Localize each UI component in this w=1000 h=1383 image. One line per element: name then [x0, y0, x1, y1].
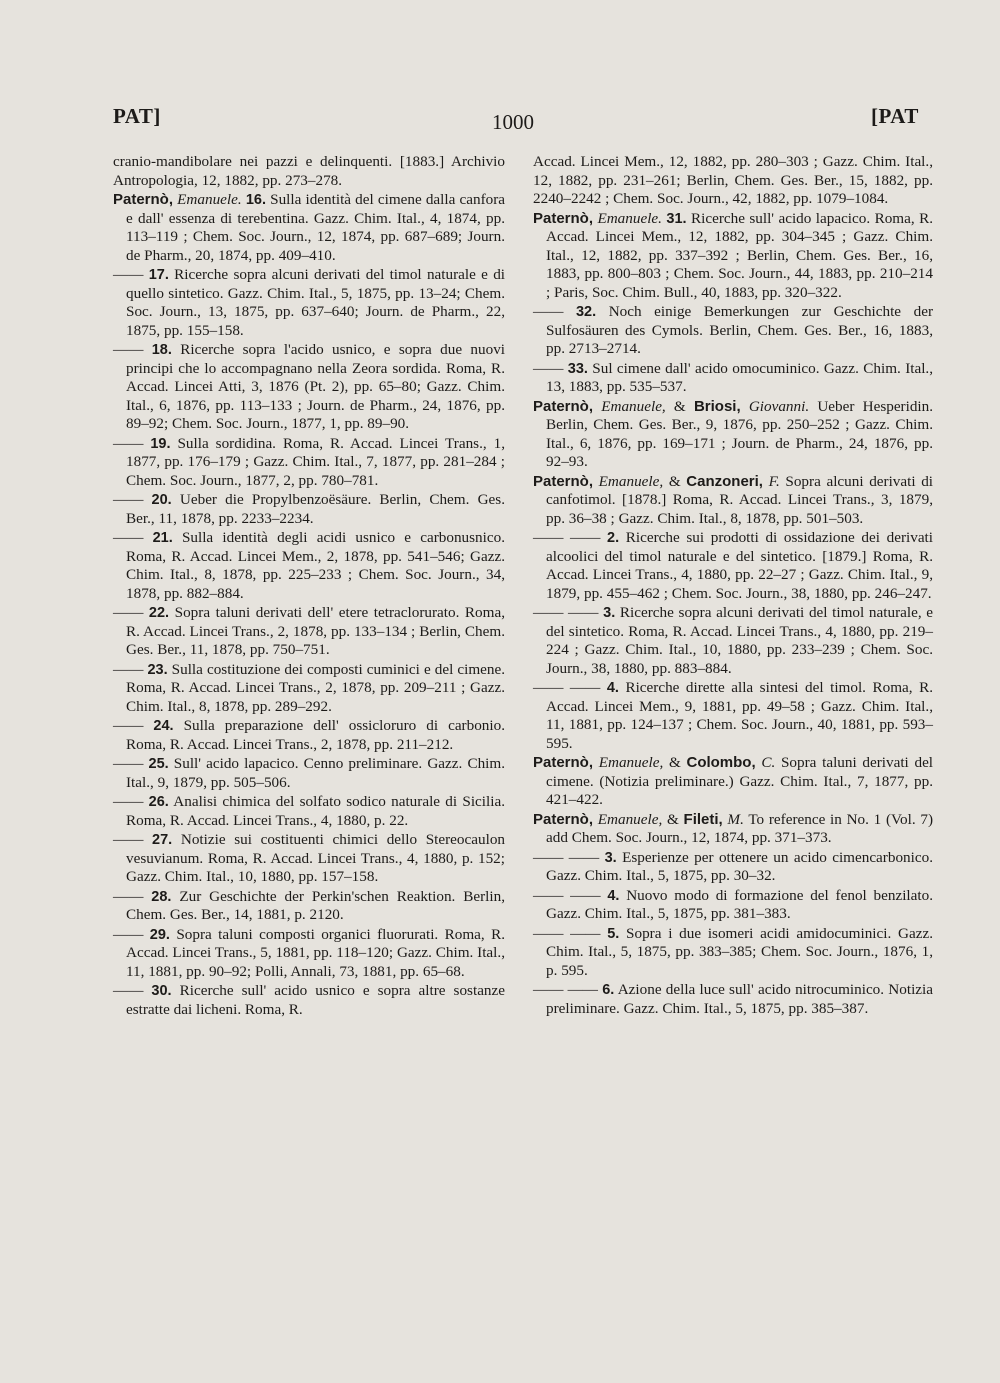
bibliography-entry — [533, 360, 933, 397]
entry-number: 5. — [607, 925, 620, 942]
entry-text: Ueber Hesperidin. Berlin, Chem. Ges. Ber., 9, 1876, pp. 250–252 ; Gazz. Chim. Ital., 6, 1876, pp. 169–171 ; Journ. de Pharm., 24, 1876, pp. 92–93. — [546, 397, 934, 470]
entry-number: 19. — [150, 435, 171, 452]
entry-number: 3. — [603, 605, 616, 621]
bibliography-entry — [113, 266, 505, 340]
ditto-dash: —— — [113, 887, 144, 905]
entry-text: Accad. Lincei Mem., 12, 1882, pp. 280–303 ; Gazz. Chim. Ital., 12, 1882, pp. 231–261; Berlin, Chem. Ges. Ber., 15, 1882, pp. 2240–2242 ; Chem. Soc. Journ., 42, 1882, pp. 1079–1084. — [533, 153, 933, 207]
entry-number: 4. — [606, 680, 619, 696]
entry-number: 24. — [153, 718, 174, 734]
coauthor-surname: Briosi, — [693, 397, 741, 415]
ditto-dash: —— —— — [533, 604, 599, 621]
entry-text: Notizie sui costituenti chimici dello Stereocaulon vesuvianum. Roma, R. Accad. Lincei Trans., 4, 1880, p. 152; Gazz. Chim. Ital., 10, 1880, pp. 157–158. — [126, 831, 506, 885]
bibliography-entry — [533, 210, 933, 303]
entry-text: Ricerche sopra alcuni derivati del timol naturale, e del sintetico. Roma, R. Accad. Lincei Trans., 4, 1880, pp. 219–224 ; Gazz. Chim. Ital., 10, 1880, pp. 233–239 ; Chem. Soc. Journ., 38, 1880, pp. 883–884. — [546, 604, 934, 677]
ditto-dash: —— — [113, 660, 144, 678]
entry-number: 26. — [148, 794, 169, 810]
entry-text: Sulla costituzione dei composti cuminici e del cimene. Roma, R. Accad. Lincei Trans., 2, 1878, pp. 209–211 ; Gazz. Chim. Ital., 8, 1878, pp. 289–292. — [126, 660, 506, 715]
entry-number: 23. — [147, 661, 168, 678]
entry-text: Sopra taluni derivati del cimene. (Notizia preliminare.) Gazz. Chim. Ital., 7, 1877, pp. 421–422. — [546, 754, 934, 808]
ditto-dash: —— — [113, 529, 144, 546]
entry-text: Ueber die Propylbenzoësäure. Berlin, Chem. Ges. Ber., 11, 1878, pp. 2233–2234. — [126, 491, 505, 527]
coauthor-surname: Canzoneri, — [686, 472, 763, 490]
entry-number: 31. — [666, 210, 687, 227]
bibliography-entry — [533, 887, 933, 924]
author-given-name: Emanuele, — [598, 472, 664, 490]
entry-text: Sul cimene dall' acido omocuminico. Gazz. Chim. Ital., 13, 1883, pp. 535–537. — [546, 359, 934, 395]
author-surname: Paternò, — [533, 810, 594, 828]
bibliography-entry — [533, 754, 933, 810]
ditto-dash: —— — [533, 303, 564, 320]
entry-number: 28. — [151, 888, 172, 905]
bibliography-entry — [113, 717, 505, 754]
entry-number: 21. — [152, 530, 173, 546]
entry-text: Sopra taluni composti organici fluorurati. Roma, R. Accad. Lincei Trans., 5, 1881, pp. 118–120; Gazz. Chim. Ital., 11, 1881, pp. 90–92; Polli, Annali, 73, 1881, pp. 65–68. — [126, 925, 506, 980]
ampersand: & — [673, 397, 686, 415]
entry-text: Sulla identità del cimene dalla canfora e dall' essenza di terebentina. Gazz. Chim. Ital., 4, 1874, pp. 113–119 ; Chem. Soc. Journ., 12, 1874, pp. 687–689; Journ. de Pharm., 20, 1874, pp. 409–410. — [126, 191, 506, 264]
author-surname: Paternò, — [533, 209, 594, 227]
page-number: 1000 — [492, 110, 534, 134]
entry-number: 22. — [148, 605, 170, 621]
bibliography-entry — [533, 473, 933, 529]
entry-number: 30. — [151, 983, 172, 999]
bibliography-entry — [533, 153, 933, 209]
entry-text: Sull' acido lapacico. Cenno preliminare. Gazz. Chim. Ital., 9, 1879, pp. 505–506. — [126, 755, 506, 791]
ditto-dash: —— —— — [533, 529, 601, 546]
bibliography-entry — [533, 679, 933, 753]
bibliography-entry — [533, 925, 933, 981]
coauthor-given-name: Giovanni. — [748, 397, 810, 415]
entry-text: cranio-mandibolare nei pazzi e delinquenti. [1883.] Archivio Antropologia, 12, 1882, pp. 273–278. — [113, 153, 505, 189]
ditto-dash: —— — [113, 793, 144, 810]
bibliography-entry — [113, 341, 505, 434]
entry-text: Ricerche sull' acido usnico e sopra altre sostanze estratte dai licheni. Roma, R. — [126, 982, 506, 1018]
entry-number: 20. — [151, 492, 172, 508]
bibliography-entry — [113, 491, 505, 528]
bibliography-entry — [113, 888, 505, 925]
bibliography-entry — [533, 811, 933, 848]
entry-number: 16. — [245, 192, 266, 208]
ditto-dash: —— —— — [533, 679, 601, 696]
entry-text: Sulla identità degli acidi usnico e carbonusnico. Roma, R. Accad. Lincei Mem., 2, 1878, pp. 541–546; Gazz. Chim. Ital., 8, 1878, pp. 225–233 ; Chem. Soc. Journ., 34, 1878, pp. 882–884. — [126, 529, 505, 602]
entry-text: Sopra i due isomeri acidi amidocuminici. Gazz. Chim. Ital., 5, 1875, pp. 383–385; Chem. Soc. Journ., 1876, 1, p. 595. — [546, 924, 933, 979]
entry-text: To reference in No. 1 (Vol. 7) add Chem. Soc. Journ., 12, 1874, pp. 371–373. — [546, 810, 934, 846]
entry-text: Noch einige Bemerkungen zur Geschichte der Sulfosäuren des Cymols. Berlin, Chem. Ges. Ber., 16, 1883, pp. 2713–2714. — [546, 303, 934, 357]
entry-number: 18. — [151, 342, 172, 358]
bibliography-entry — [113, 755, 505, 792]
bibliography-entry — [533, 398, 933, 472]
author-surname: Paternò, — [533, 397, 594, 415]
entry-number: 25. — [148, 756, 169, 772]
ditto-dash: —— — [113, 717, 144, 734]
bibliography-entry — [533, 303, 933, 359]
entry-number: 6. — [602, 982, 615, 998]
author-given-name: Emanuele. — [597, 209, 662, 227]
coauthor-surname: Fileti, — [683, 810, 723, 828]
bibliography-entry — [113, 191, 505, 265]
ditto-dash: —— — [113, 982, 144, 999]
bibliography-entry — [113, 831, 505, 887]
bibliography-entry — [113, 153, 505, 190]
entry-text: Azione della luce sull' acido nitrocuminico. Notizia preliminare. Gazz. Chim. Ital., 5, 1875, pp. 385–387. — [546, 981, 934, 1017]
entry-number: 3. — [604, 849, 617, 866]
ditto-dash: —— — [533, 359, 564, 377]
entry-text: Sulla preparazione dell' ossicloruro di carbonio. Roma, R. Accad. Lincei Trans., 2, 1878, pp. 211–212. — [126, 717, 506, 753]
bibliography-entry — [113, 604, 505, 660]
ditto-dash: —— — [113, 266, 144, 283]
ditto-dash: —— — [113, 434, 144, 452]
entry-number: 17. — [148, 267, 169, 283]
entry-text: Sopra alcuni derivati di canfotimol. [1878.] Roma, R. Accad. Lincei Trans., 3, 1879, pp. 36–38 ; Gazz. Chim. Ital., 8, 1878, pp. 501–503. — [546, 472, 934, 527]
entry-number: 33. — [567, 360, 588, 377]
bibliography-entry — [533, 529, 933, 603]
ditto-dash: —— — [113, 491, 144, 508]
author-given-name: Emanuele. — [177, 191, 242, 208]
bibliography-entry — [113, 661, 505, 717]
left-column — [113, 153, 505, 1019]
bibliography-entry — [533, 604, 933, 678]
entry-text: Ricerche sull' acido lapacico. Roma, R. Accad. Lincei Mem., 12, 1882, pp. 304–345 ; Gazz. Chim. Ital., 12, 1882, pp. 337–392 ; Berlin, Chem. Ges. Ber., 16, 1883, pp. 800–803 ; Chem. Soc. Journ., 44, 1883, pp. 210–214 ; Paris, Soc. Chim. Bull., 40, 1883, pp. 320–322. — [546, 209, 933, 301]
author-given-name: Emanuele, — [598, 754, 664, 771]
entry-text: Ricerche dirette alla sintesi del timol. Roma, R. Accad. Lincei Mem., 9, 1881, pp. 49–58 ; Gazz. Chim. Ital., 11, 1881, pp. 124–137 ; Chem. Soc. Journ., 40, 1881, pp. 593–595. — [546, 679, 934, 752]
ditto-dash: —— —— — [533, 848, 600, 866]
author-given-name: Emanuele, — [597, 810, 663, 828]
bibliography-entry — [113, 982, 505, 1019]
bibliography-entry — [113, 926, 505, 982]
bibliography-entry — [533, 981, 933, 1018]
ditto-dash: —— —— — [533, 924, 601, 942]
author-surname: Paternò, — [113, 191, 174, 208]
entry-text: Ricerche sopra alcuni derivati del timol naturale e di quello sintetico. Gazz. Chim. Ital., 5, 1875, pp. 13–24; Chem. Soc. Journ., 13, 1875, pp. 637–640; Journ. de Pharm., 22, 1875, pp. 155–158. — [126, 266, 506, 339]
bibliography-entry — [113, 529, 505, 603]
entry-text: Sopra taluni derivati dell' etere tetraclorurato. Roma, R. Accad. Lincei Trans., 2, 1878, pp. 133–134 ; Berlin, Chem. Ges. Ber., 11, 1878, pp. 750–751. — [126, 604, 505, 658]
author-surname: Paternò, — [533, 754, 594, 771]
ditto-dash: —— — [113, 341, 144, 358]
entry-number: 4. — [607, 887, 620, 904]
entry-text: Ricerche sui prodotti di ossidazione dei derivati alcoolici del timol naturale e del sintetico. [1879.] Roma, R. Accad. Lincei Trans., 4, 1880, pp. 22–27 ; Gazz. Chim. Ital., 9, 1879, pp. 455–462 ; Chem. Soc. Journ., 38, 1880, pp. 246–247. — [546, 529, 933, 602]
entry-text: Ricerche sopra l'acido usnico, e sopra due nuovi principi che lo accompagnano nella Zeora sordida. Roma, R. Accad. Lincei Atti, 3, 1876 (Pt. 2), pp. 65–80; Gazz. Chim. Ital., 6, 1876, pp. 113–133 ; Journ. de Pharm., 24, 1876, pp. 89–92; Chem. Soc. Journ., 1877, 1, pp. 89–90. — [126, 341, 506, 432]
running-head-right: [PAT — [871, 104, 919, 128]
coauthor-given-name: C. — [761, 754, 776, 771]
ditto-dash: —— — [113, 831, 144, 848]
bibliography-entry — [533, 849, 933, 886]
ampersand: & — [666, 810, 679, 828]
ditto-dash: —— — [113, 925, 144, 943]
ditto-dash: —— —— — [533, 981, 598, 998]
coauthor-given-name: F. — [768, 472, 780, 490]
entry-text: Analisi chimica del solfato sodico naturale di Sicilia. Roma, R. Accad. Lincei Trans., 4, 1880, p. 22. — [126, 793, 505, 829]
bibliography-entry — [113, 435, 505, 491]
coauthor-surname: Colombo, — [686, 754, 756, 771]
right-column — [533, 153, 933, 1018]
ditto-dash: —— — [113, 604, 144, 621]
entry-number: 32. — [575, 304, 597, 320]
coauthor-given-name: M. — [727, 810, 744, 828]
entry-number: 29. — [149, 926, 170, 943]
entry-number: 27. — [152, 832, 173, 848]
ampersand: & — [668, 754, 681, 771]
entry-text: Esperienze per ottenere un acido cimencarbonico. Gazz. Chim. Ital., 5, 1875, pp. 30–32. — [546, 848, 933, 884]
entry-text: Sulla sordidina. Roma, R. Accad. Lincei Trans., 1, 1877, pp. 176–179 ; Gazz. Chim. Ital., 7, 1877, pp. 281–284 ; Chem. Soc. Journ., 1877, 2, pp. 780–781. — [126, 434, 506, 489]
entry-number: 2. — [607, 530, 620, 546]
author-given-name: Emanuele, — [601, 397, 666, 415]
entry-text: Nuovo modo di formazione del fenol benzilato. Gazz. Chim. Ital., 5, 1875, pp. 381–383. — [546, 886, 933, 922]
entry-text: Zur Geschichte der Perkin'schen Reaktion. Berlin, Chem. Ges. Ber., 14, 1881, p. 2120. — [126, 887, 506, 923]
bibliography-entry — [113, 793, 505, 830]
ditto-dash: —— —— — [533, 886, 601, 904]
author-surname: Paternò, — [533, 472, 594, 490]
running-head-left: PAT] — [113, 104, 161, 128]
ampersand: & — [668, 472, 681, 490]
ditto-dash: —— — [113, 755, 144, 772]
